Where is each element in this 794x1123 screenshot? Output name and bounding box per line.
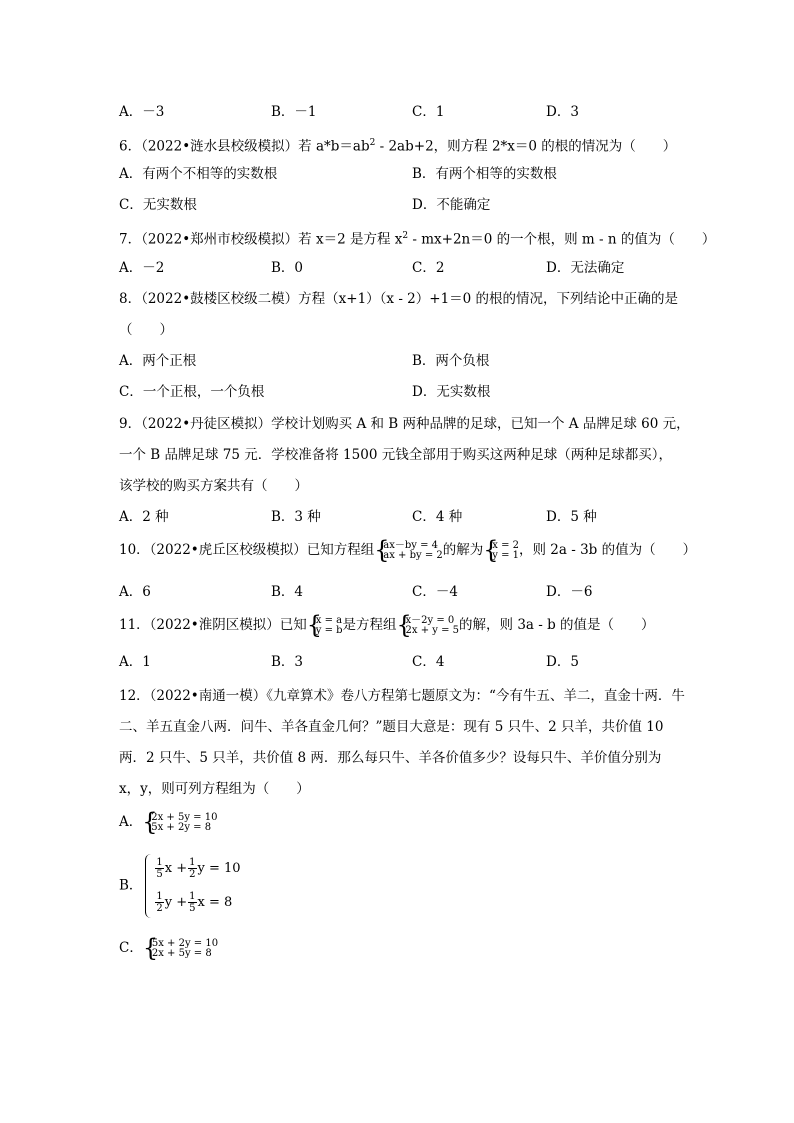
q8-option-b: B．两个负根 [412, 353, 490, 369]
q6-option-a: A．有两个不相等的实数根 [119, 166, 278, 182]
q7-stem-part2: - mx+2n＝0 的一个根，则 m - n 的值为（ ） [408, 231, 716, 248]
q11-prefix: 11．（2022•淮阴区模拟）已知 [119, 617, 307, 633]
q10-stem [119, 540, 696, 561]
q12-option-c-row1: { 5x + 2y = 10 [151, 937, 219, 949]
q10-option-c: C．－4 [412, 584, 458, 600]
q10-option-a: A．6 [119, 584, 151, 600]
fraction-denominator: 2 [189, 868, 196, 880]
q11-system-row2: 2x + y = 5 [405, 624, 460, 636]
fraction-denominator: 5 [189, 902, 196, 914]
q12-option-b-row1 [154, 852, 240, 886]
q12-option-a-row1: { 2x + 5y = 10 [151, 811, 218, 823]
q12-option-c-row2: 2x + 5y = 8 [151, 947, 212, 959]
q12-option-c [119, 938, 218, 959]
q11-middle: 是方程组 [342, 617, 397, 633]
q5-option-d: D．3 [546, 104, 579, 120]
q10-solution-row2: y = 1 [492, 549, 519, 561]
q12-option-a-system [142, 813, 217, 833]
q7-option-c: C．2 [412, 260, 445, 276]
q12-option-a-label: A． [119, 814, 143, 830]
fraction-denominator: 5 [156, 868, 163, 880]
q11-suffix: 的解，则 3a - b 的值是（ ） [459, 617, 655, 633]
q10-option-d: D．－6 [546, 584, 593, 600]
q12-stem-line2: 二、羊五直金八两．问牛、羊各直金几何？”题目大意是：现有 5 只牛、2 只羊，共价值 10 [119, 719, 664, 735]
q10-equation-system [374, 541, 443, 561]
q6-superscript: 2 [369, 138, 376, 148]
q11-equation-system [397, 616, 460, 636]
q10-system-row2: ax + by = 2 [383, 549, 443, 561]
q11-solution-system [307, 616, 343, 636]
q12-option-b-label: B． [119, 877, 143, 894]
q12-stem-line4: x，y，则可列方程组为（ ） [119, 781, 310, 797]
q12-option-b-system [142, 852, 240, 920]
q12-stem-line1: 12．（2022•南通一模）《九章算术》卷八方程第七题原文为：“今有牛五、羊二，直金十两．牛 [119, 688, 685, 704]
q11-stem [119, 615, 655, 636]
fraction-numerator: 1 [156, 856, 163, 868]
q10-suffix: ，则 2a - 3b 的值为（ ） [519, 542, 697, 558]
q9-option-b: B．3 种 [271, 509, 321, 525]
q11-solution-row2: y = b [315, 624, 343, 636]
q12-option-b-row2 [154, 886, 240, 920]
q6-option-b: B．有两个相等的实数根 [412, 166, 557, 182]
q11-option-b: B．3 [271, 654, 304, 670]
q12-option-a [119, 812, 217, 833]
fraction-numerator: 1 [189, 890, 196, 902]
q11-system-row1: { x－2y = 0 [405, 614, 455, 626]
q8-option-c: C．一个正根，一个负根 [119, 384, 265, 400]
fraction-one-half [188, 857, 196, 880]
fraction-one-half [155, 891, 163, 914]
fraction-one-fifth [188, 891, 196, 914]
q6-stem-part2: - 2ab+2，则方程 2*x＝0 的根的情况为（ ） [375, 138, 677, 155]
q7-stem [119, 226, 715, 250]
q12-option-c-system [143, 939, 218, 959]
q7-stem-part1: 7．（2022•郑州市校级模拟）若 x＝2 是方程 x [119, 231, 403, 248]
q8-option-d: D．无实数根 [412, 384, 491, 400]
q9-stem-line3: 该学校的购买方案共有（ ） [119, 478, 308, 494]
q5-option-a: A．－3 [119, 104, 165, 120]
q11-option-d: D．5 [546, 654, 579, 670]
q12-stem-line3: 两．2 只牛、5 只羊，共价值 8 两．那么每只牛、羊各价值多少？设每只牛、羊价值分别为 [119, 750, 662, 766]
fraction-denominator: 2 [156, 902, 163, 914]
q7-option-a: A．－2 [119, 260, 165, 276]
q11-solution-row1: { x = a [315, 614, 343, 626]
q12-option-a-row2: 5x + 2y = 8 [151, 821, 212, 833]
q6-option-d: D．不能确定 [412, 197, 491, 213]
q10-solution-row1: { x = 2 [492, 539, 519, 551]
q6-stem-part1: 6．（2022•涟水县校级模拟）若 a*b＝ab [119, 138, 370, 155]
q7-option-d: D．无法确定 [546, 260, 625, 276]
q12-option-b-row1-part2: y = 10 [197, 860, 241, 876]
q9-option-c: C．4 种 [412, 509, 463, 525]
q5-option-b: B．－1 [271, 104, 317, 120]
q8-stem-line2: （ ） [119, 322, 173, 338]
q10-prefix: 10．（2022•虎丘区校级模拟）已知方程组 [119, 542, 375, 558]
q9-stem-line1: 9．（2022•丹徒区模拟）学校计划购买 A 和 B 两种品牌的足球，已知一个 A 品牌足球 60 元， [119, 416, 690, 432]
q10-middle: 的解为 [442, 542, 484, 558]
q12-option-b [119, 848, 241, 923]
fraction-numerator: 1 [189, 856, 196, 868]
q10-solution-system [483, 541, 519, 561]
q9-option-d: D．5 种 [546, 509, 597, 525]
q10-option-b: B．4 [271, 584, 304, 600]
fraction-numerator: 1 [156, 890, 163, 902]
fraction-one-fifth [155, 857, 163, 880]
q10-system-row1: { ax－by = 4 [383, 539, 439, 551]
q8-option-a: A．两个正根 [119, 353, 197, 369]
q12-option-b-row2-part1: y + [164, 894, 188, 910]
q11-option-c: C．4 [412, 654, 445, 670]
q12-option-b-row2-part2: x = 8 [197, 894, 233, 910]
q12-option-b-row1-part1: x + [164, 860, 188, 876]
q5-option-c: C．1 [412, 104, 445, 120]
q11-option-a: A．1 [119, 654, 151, 670]
q6-stem [119, 133, 676, 157]
q12-option-c-label: C． [119, 940, 143, 956]
q6-option-c: C．无实数根 [119, 197, 197, 213]
q9-option-a: A．2 种 [119, 509, 169, 525]
q7-option-b: B．0 [271, 260, 304, 276]
q9-stem-line2: 一个 B 品牌足球 75 元．学校准备将 1500 元钱全部用于购买这两种足球（两种足球都买）， [119, 447, 672, 463]
q7-superscript: 2 [402, 231, 409, 241]
q8-stem-line1: 8．（2022•鼓楼区校级二模）方程（x+1）（x - 2）+1＝0 的根的情况，下列结论中正确的是 [119, 291, 679, 307]
